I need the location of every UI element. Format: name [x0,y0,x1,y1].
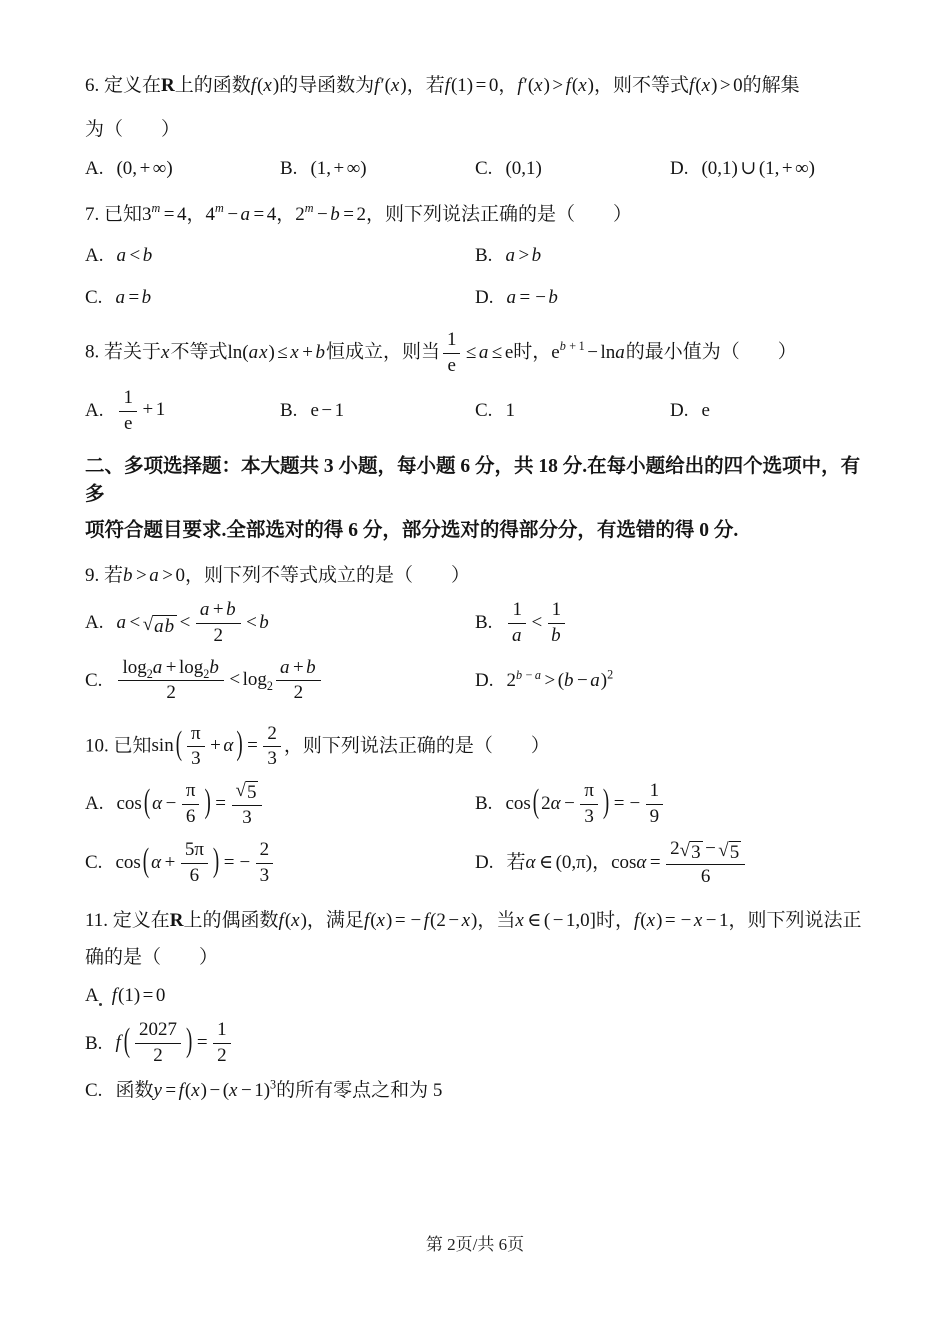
question-7 [85,201,865,330]
option-content: (0,1) [505,158,542,180]
question-10-stem: 10. 已知sin ( $\frac{\pi}{3}$ + α ) = $\frac{2}{3}$ ，则下列说法正确的是（ ） [85,722,550,770]
question-6-option-a [85,155,280,183]
option-content: $2^{b - a} > (b - a)^2$ [506,667,614,692]
question-10 [85,723,865,907]
question-9-option-d [475,667,865,695]
question-9-options [85,599,865,705]
question-11-option-c [85,1077,865,1105]
option-content: e [701,400,710,422]
question-9-stem: 9. 若b > a > 0，则下列不等式成立的是（ ） [85,564,470,586]
option-label: B. [475,793,493,815]
option-label: D. [670,158,689,180]
question-9-option-c [85,657,475,705]
option-content: $\frac{1}{a}$ < $\frac{1}{b}$ [505,599,568,647]
stray-mark [99,1003,102,1006]
option-content: (0,1) ∪ (1, + ∞) [701,158,815,180]
option-content: a < b [116,245,153,267]
question-10-option-c [85,839,475,887]
question-7-option-b [475,242,865,270]
option-label: D. [475,286,494,308]
question-11-stem-line-1: 11. 定义在R上的偶函数f(x)，满足f(x) = − f(2 − x)，当x ∈ ( − 1,0]时，f(x) = − x − 1，则下列说法正 [85,909,862,931]
question-7-option-a [85,242,475,270]
option-label: C. [85,286,103,308]
option-label: C. [85,670,103,692]
question-6-option-b [280,155,475,183]
option-label: A [85,984,99,1006]
question-7-option-c [85,284,475,312]
option-content: 若α ∈ (0,π)，cosα = 2 √ 3 − √ 5 6 [506,838,748,889]
option-content: cos ( α − $\frac{\pi}{6}$ ) = √ 5 3 [116,779,265,830]
option-label: C. [475,158,493,180]
option-label: A. [85,245,104,267]
question-6-stem-line-2: 为（ ） [85,118,181,140]
page-number: 第 2页/共 6页 [425,1235,525,1255]
question-7-stem: 7. 已知$3^m = 4$，$4^m - a = 4$，$2^m - b = 2$，则下列说法正确的是（ ） [85,201,632,225]
section-2-header-line-1: 二、多项选择题：本大题共 3 小题，每小题 6 分，共 18 分.在每小题给出的四个选项中，有多 [85,455,861,506]
question-11-option-b [85,1019,865,1067]
option-label: A. [85,612,104,634]
question-6-option-d [670,155,865,183]
question-10-options [85,779,865,889]
question-6 [85,72,865,201]
option-content: cos ( α + $\frac{5\pi}{6}$ ) = − $\frac{2}{3}$ [115,839,276,887]
option-label: B. [475,612,493,634]
question-8-stem: 8. 若关于x不等式ln(ax) ≤ x + b恒成立，则当 $\frac{1}{e}$ ≤ a ≤ e时，$e^{b + 1} - \ln a$的最小值为（ ） [85,329,797,376]
question-8 [85,329,865,453]
option-content: e − 1 [310,400,345,422]
question-8-option-b [280,397,475,425]
question-10-option-d [475,838,865,889]
option-label: C. [85,1080,103,1102]
question-9 [85,562,865,723]
question-9-option-a [85,599,475,647]
option-content: cos ( 2α − $\frac{\pi}{3}$ ) = − $\frac{1}{9}$ [505,780,666,828]
option-label: B. [85,1032,103,1054]
question-9-option-b [475,599,865,647]
question-8-option-d [670,397,865,425]
question-11-stem-line-2: 确的是（ ） [85,947,219,969]
option-label: D. [475,670,494,692]
question-10-option-a [85,779,475,830]
option-content: a = b [115,286,152,308]
option-label: B. [280,400,298,422]
question-7-option-d [475,284,865,312]
option-content: a > b [505,245,542,267]
option-label: D. [670,400,689,422]
option-label: A. [85,793,104,815]
option-content: f(1) = 0 [111,984,166,1006]
question-8-options [85,387,865,435]
option-label: C. [475,400,493,422]
section-2-header [85,453,865,562]
option-content: 1 [505,400,515,422]
question-10-option-b [475,780,865,828]
question-6-options [85,155,865,183]
option-content: $\frac{\log_2a + \log_2b}{2}$ < $\log_2$ $\frac{a + b}{2}$ [115,657,323,705]
question-11-option-a [85,982,865,1010]
question-8-option-c [475,397,670,425]
option-label: C. [85,852,103,874]
question-7-options [85,242,865,311]
question-8-option-a [85,387,280,435]
option-label: D. [475,852,494,874]
option-label: A. [85,400,104,422]
section-2-header-line-2: 项符合题目要求.全部选对的得 6 分，部分选对的得部分分，有选错的得 0 分. [85,520,739,542]
option-label: B. [475,245,493,267]
question-11 [85,907,865,1115]
option-content: a = − b [506,286,558,308]
question-6-option-c [475,155,670,183]
option-content: (1, + ∞) [310,158,367,180]
option-content: f ( $\frac{2027}{2}$ ) = $\frac{1}{2}$ [115,1019,233,1067]
question-6-stem-line-1: 6. 定义在R上的函数f(x)的导函数为f′(x)，若f(1) = 0，f′(x) > f(x)，则不等式f(x) > 0的解集 [85,75,800,96]
option-content: (0, + ∞) [116,158,173,180]
option-content: $\frac{1}{e}$ + 1 [116,387,165,435]
option-label: B. [280,158,298,180]
option-content: 函数$y = f(x) - (x - 1)^3$的所有零点之和为 5 [115,1077,443,1102]
option-content: a < √ ab < $\frac{a + b}{2}$ < b [116,599,269,646]
option-label: A. [85,158,104,180]
